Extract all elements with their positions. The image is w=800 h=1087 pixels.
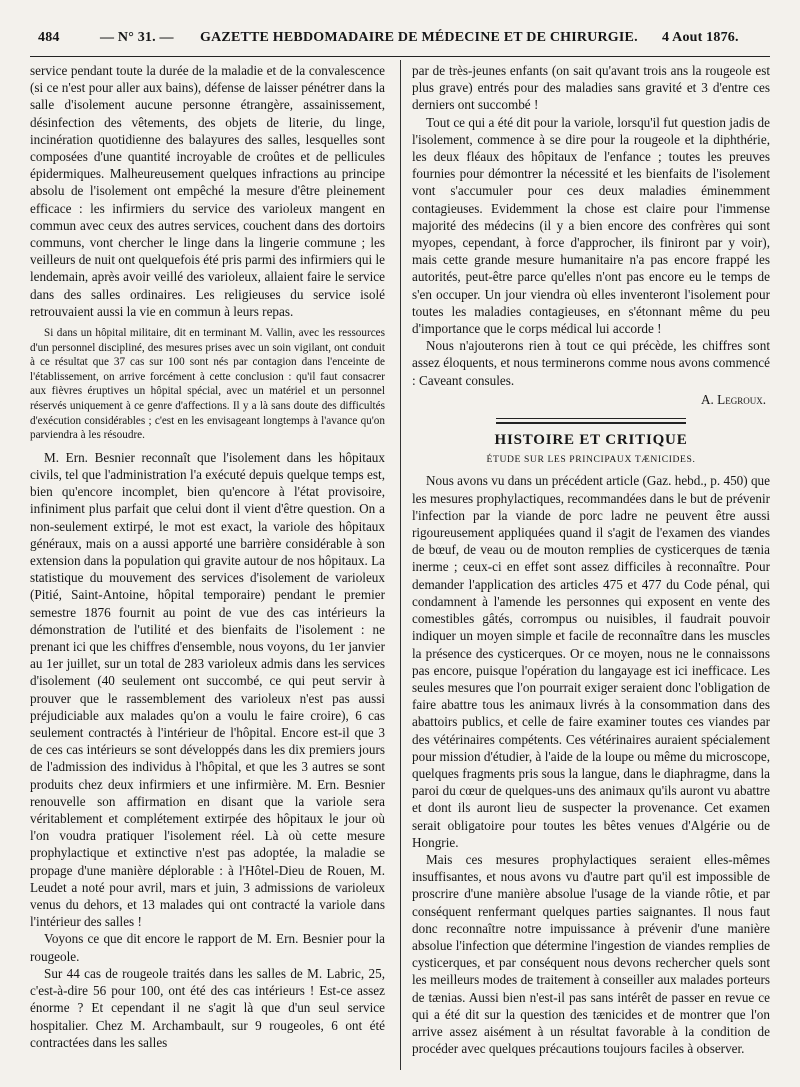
section-separator [496,418,686,424]
page-number: 484 [38,30,60,45]
paragraph: Voyons ce que dit encore le rapport de M. Ern. Besnier pour la rougeole. [30,931,385,964]
section-subtitle: ÉTUDE SUR LES PRINCIPAUX TÆNICIDES. [486,454,696,466]
paragraph: service pendant toute la durée de la maladie et de la convalescence (si ce n'est pour aller aux bains), défense de laisser pénétrer dans la salle d'isolement aucune personne étrangère, assainissement, désinfection des vêtements, des objets de literie, du linge, incinération quotidienne des balayures des salles, lesquelles sont composées d'une quantité incroyable de croûtes et de pellicules épidermiques. Malheureusement quelques infractions au principe absolu de l'isolement ont empêché la mesure d'être pleinement efficace : les infirmiers du service des varioleux mangent en commun avec ceux des autres services, couchent dans des dortoirs communs, vont chercher le linge dans la lingerie commune ; les veilleurs de nuit ont quelquefois été pris parmi des infirmiers qui le lendemain, après avoir veillé des varioleux, allaient faire le service dans des salles ordinaires. Les religieuses du service isolé retrouvaient aussi la vie en commun à leurs repas. [30,63,385,319]
paragraph: Nous n'ajouterons rien à tout ce qui précède, les chiffres sont assez éloquents, et nous terminerons comme nous avons commencé : Caveant consules. [412,338,770,388]
paragraph: Nous avons vu dans un précédent article (Gaz. hebd., p. 450) que les mesures prophylactiques, recommandées dans le but de prévenir l'infection par la viande de porc ladre ne peuvent être aussi rigoureusement appliquées quand il s'agit de l'examen des viandes de bœuf, de veau ou de mouton remplies de cysticerques de tænia inerme ; ceux-ci en effet sont assez difficiles à reconnaître. Pour demander l'application des articles 475 et 477 du Code pénal, qui condamnent à l'amende les personnes qui exposent en vente des comestibles gâtés, corrompus ou nuisibles, il faudrait pouvoir indiquer un moyen simple et facile de reconnaître dans les muscles la présence des cysticerques. Or ce moyen, nous ne le connaissons pas encore, puisque l'opération du langayage est ici inefficace. Les seules mesures que l'on pourrait exiger seraient donc l'obligation de faire abattre tous les animaux livrés à la consommation dans des abattoirs publics, et celle de faire examiner toutes ces viandes par des vétérinaires compétents. Ces vétérinaires auraient spécialement pour mission d'étudier, à l'aide de la loupe ou même du microscope, quelques fragments pris sous la langue, dans le diaphragme, dans la paroi du cœur de quelques-uns des animaux qu'ils auront vu abattre et dont ils auront lieu de suspecter la provenance. Cet examen serait obligatoire pour toutes les bêtes venues d'Algérie ou de Hongrie. [412,473,770,850]
paragraph: par de très-jeunes enfants (on sait qu'avant trois ans la rougeole est plus grave) entrés pour des maladies sans gravité et 3 d'entre ces derniers ont succombé ! [412,63,770,113]
paragraph: M. Ern. Besnier reconnaît que l'isolement dans les hôpitaux civils, tel que l'administration l'a exécuté depuis quelque temps est, bien qu'encore incomplet, bien qu'encore à l'état provisoire, infiniment plus parfait que celui dont il vient d'être question. On a non-seulement extirpé, le mot est exact, la variole des hôpitaux généraux, mais on a aussi apporté une barrière considérable à son extension dans la population qui gravite autour de nos hôpitaux. La statistique du mouvement des services d'isolement de varioleux (Pitié, Saint-Antoine, hôpital temporaire) pendant le premier semestre 1876 fournit au point de vue des cas intérieurs la démonstration de l'utilité et des bienfaits de l'isolement : ne prenant ici que les chiffres d'ensemble, nous voyons, du 1er janvier au 1er juillet, sur un total de 283 varioleux admis dans les services d'isolement (40 seulement ont succombé, ce qui peut servir à prouver que le rassemblement des varioleux n'est pas aussi préjudiciable aux malades qu'on a voulu le faire croire), 6 cas seulement contractés à l'intérieur de l'hôpital. Encore est-il que 3 de ces cas intérieurs se sont développés dans les dix premiers jours de l'admission des individus à l'hôpital, et que les 3 autres se sont produits chez deux infirmiers et une infirmière. M. Ern. Besnier renouvelle son affirmation en disant que la variole sera véritablement et complétement extirpée des hôpitaux le jour où l'on voudra pratiquer l'isolement réel. Là où cette mesure prophylactique et extinctive n'est pas adoptée, la maladie se propage d'une manière déplorable : à l'Hôtel-Dieu de Rouen, M. Leudet a noté pour avril, mars et juin, 3 admissions de varioleux venus du dehors, et 13 malades qui ont contracté la variole dans l'intérieur des salles ! [30,449,385,930]
paragraph: Sur 44 cas de rougeole traités dans les salles de M. Labric, 25, c'est-à-dire 56 pour 100, ont été des cas intérieurs ! Est-ce assez énorme ? Et cependant il ne s'agit là que d'un seul service hospitalier. Chez M. Archambault, sur 9 rougeoles, 6 ont été contractées dans les salles [30,965,385,1050]
paragraph: Tout ce qui a été dit pour la variole, lorsqu'il fut question jadis de l'isolement, commence à se dire pour la rougeole et la diphthérie, les deux fléaux des hôpitaux de l'enfance ; toutes les preuves fournies pour démontrer la nécessité et les bienfaits de l'isolement vont s'accumuler pour ces deux maladies éminemment contagieuses. Evidemment la chose est claire pour l'immense majorité des médecins (il y a bien encore des confrères qui sont myopes, cependant, à force d'approcher, ils finiront par y voir), mais cette grande mesure humanitaire n'a pas encore frappé les autorités, peut-être parce qu'elles n'ont pas encore eu le temps de s'en occuper. Un jour viendra où elles inventeront l'isolement pour toutes les maladies contagieuses, en s'étonnant même du peu d'importance que le corps médical lui accorde ! [412,114,770,337]
left-column [30,62,385,1051]
author-signature: A. Legroux. [701,391,766,407]
column-divider [400,60,401,1070]
header-rule [30,56,770,57]
quoted-paragraph: Si dans un hôpital militaire, dit en terminant M. Vallin, avec les ressources d'un personnel discipliné, des mesures prises avec un soin vigilant, ont conduit à ce résultat que 37 cas sur 100 sont nés par contagion dans l'enceinte de l'établissement, on arrive forcément à cette conclusion : qu'il faut consacrer aux fièvres éruptives un hôpital spécial, avec un matériel et un personnel réservés uniquement à ce genre d'affections. Il y a là sans doute des difficultés d'exécution considérables ; c'est en les envisageant longtemps à l'avance qu'on parviendra à les résoudre. [30,327,385,442]
page-header [30,30,770,50]
paragraph: Mais ces mesures prophylactiques seraient elles-mêmes insuffisantes, et nous avons vu d'autre part qu'il est impossible de proscrire d'une manière absolue l'usage de la viande rôtie, et par conséquent renfermant quelques parties saignantes. Il nous faut donc reconnaître notre impuissance à prévenir d'une manière absolue l'infection que détermine l'ingestion de viandes remplies de cysticerques, et par conséquent nous devons rechercher quels sont les meilleurs modes de traitement à conseiller aux malades porteurs de tænias. Aussi bien n'est-il pas sans intérêt de passer en revue ce qui a été dit sur la question des tænicides et de montrer que l'on arrive assez aisément à un résultat favorable à la condition de procéder avec quelques précautions toujours faciles à observer. [412,851,770,1057]
issue-number: — N° 31. — [100,30,174,45]
issue-date: 4 Aout 1876. [662,30,739,45]
section-title: HISTOIRE ET CRITIQUE [494,432,688,449]
right-column [412,62,770,1057]
journal-title: GAZETTE HEBDOMADAIRE DE MÉDECINE ET DE CHIRURGIE. [200,30,638,45]
